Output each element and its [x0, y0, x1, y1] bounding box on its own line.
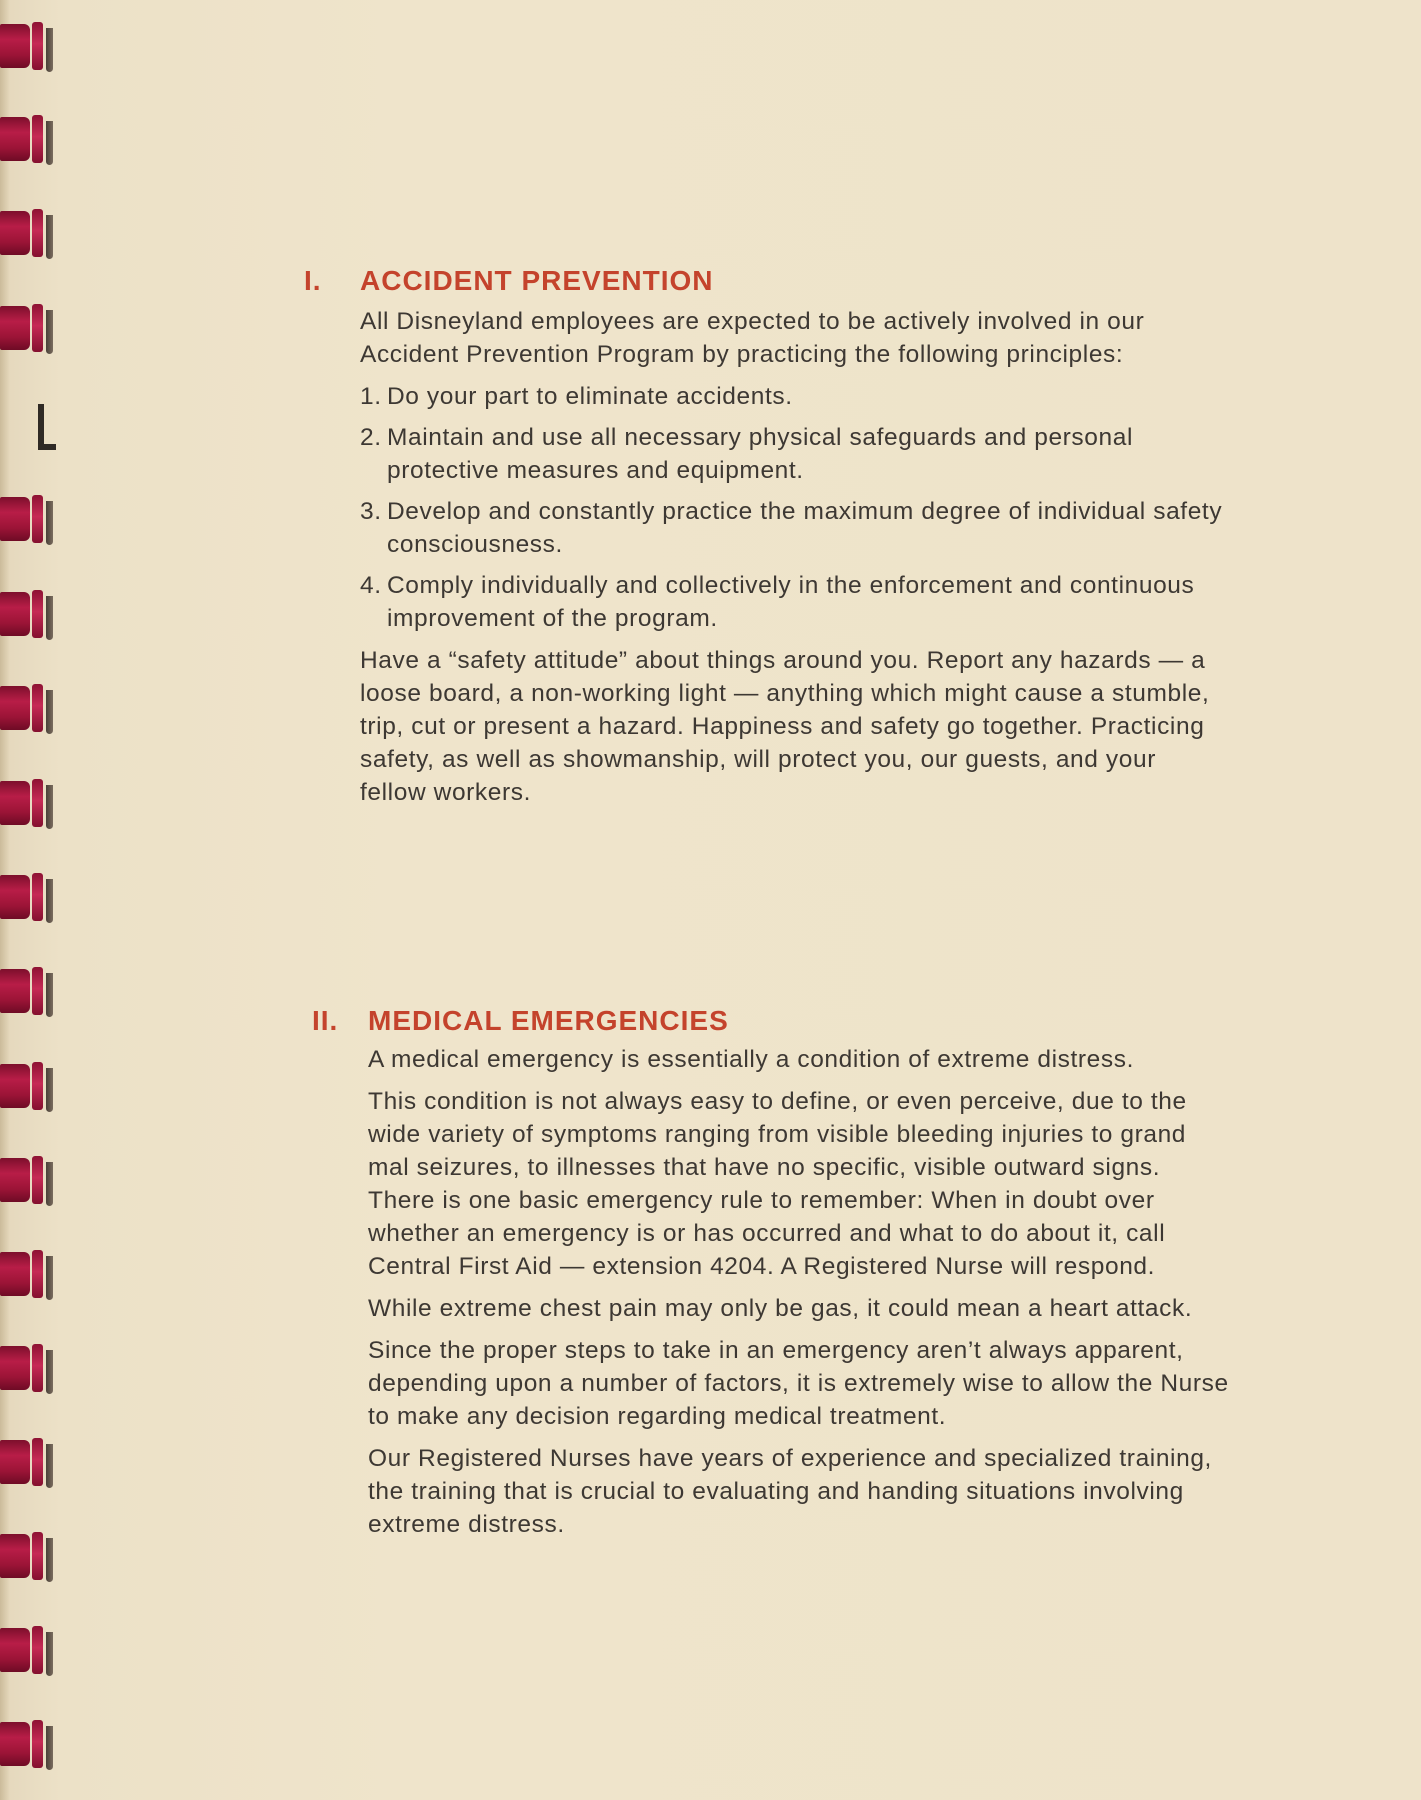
- section-title: MEDICAL EMERGENCIES: [368, 1005, 729, 1036]
- section-number: I.: [304, 265, 322, 296]
- list-item: [360, 495, 1224, 561]
- binding-ring: [0, 1530, 58, 1582]
- section-title: ACCIDENT PREVENTION: [360, 265, 714, 296]
- item-text: Develop and constantly practice the maximum degree of individual safety consciousness.: [387, 498, 1223, 558]
- item-number: 4.: [360, 572, 382, 599]
- paragraph: This condition is not always easy to define, or even perceive, due to the wide variety of symptoms ranging from visible bleeding injuries to grand mal seizures, to illnesses that have no specific, visible outward signs. There is one basic emergency rule to remember: When in doubt over whether an emergency is or has occurred and what to do about it, call Central First Aid — extension 4204. A Registered Nurse will respond.: [368, 1088, 1187, 1280]
- principles-list: [360, 380, 1224, 635]
- section-heading: [304, 265, 1224, 297]
- binding-ring: [0, 398, 58, 450]
- closing-paragraph: Have a “safety attitude” about things around you. Report any hazards — a loose board, a non-working light — anything which might cause a stumble, trip, cut or present a hazard. Happiness and safety go together. Practicing safety, as well as showmanship, will protect you, our guests, and your fellow workers.: [360, 647, 1210, 806]
- list-item: [360, 421, 1224, 487]
- binding-ring: [0, 1060, 58, 1112]
- binding-ring: [0, 777, 58, 829]
- binding-ring: [0, 113, 58, 165]
- paragraph: A medical emergency is essentially a condition of extreme distress.: [368, 1046, 1134, 1073]
- item-text: Do your part to eliminate accidents.: [387, 383, 793, 410]
- list-item: [360, 380, 1224, 413]
- section-heading: [312, 1005, 1232, 1037]
- paragraph: Our Registered Nurses have years of experience and specialized training, the training that is crucial to evaluating and handing situations involving extreme distress.: [368, 1445, 1212, 1538]
- binding-ring: [0, 493, 58, 545]
- section-accident-prevention: [304, 265, 1224, 818]
- list-item: [360, 569, 1224, 635]
- section-number: II.: [312, 1005, 339, 1036]
- binding-ring: [0, 207, 58, 259]
- binding-ring: [0, 20, 58, 72]
- binding-ring: [0, 1248, 58, 1300]
- binding-ring: [0, 871, 58, 923]
- binding-ring: [0, 1342, 58, 1394]
- binding-ring: [0, 965, 58, 1017]
- item-text: Comply individually and collectively in the enforcement and continuous improvement of the program.: [387, 572, 1195, 632]
- binding-ring: [0, 1436, 58, 1488]
- spiral-binding: [0, 0, 70, 1800]
- binding-ring: [0, 1718, 58, 1770]
- item-text: Maintain and use all necessary physical safeguards and personal protective measures and equipment.: [387, 424, 1134, 484]
- item-number: 1.: [360, 383, 382, 410]
- binding-ring: [0, 588, 58, 640]
- binding-ring: [0, 682, 58, 734]
- item-number: 2.: [360, 424, 382, 451]
- section-body: [360, 305, 1224, 809]
- paragraph: Since the proper steps to take in an emergency aren’t always apparent, depending upon a number of factors, it is extremely wise to allow the Nurse to make any decision regarding medical treatment.: [368, 1337, 1229, 1430]
- paragraph: While extreme chest pain may only be gas, it could mean a heart attack.: [368, 1295, 1193, 1322]
- binding-ring: [0, 1624, 58, 1676]
- intro-paragraph: All Disneyland employees are expected to be actively involved in our Accident Prevention Program by practicing the following principles:: [360, 308, 1145, 368]
- item-number: 3.: [360, 498, 382, 525]
- section-body: [368, 1043, 1232, 1541]
- binding-ring: [0, 302, 58, 354]
- section-medical-emergencies: [312, 1005, 1232, 1550]
- binding-ring: [0, 1154, 58, 1206]
